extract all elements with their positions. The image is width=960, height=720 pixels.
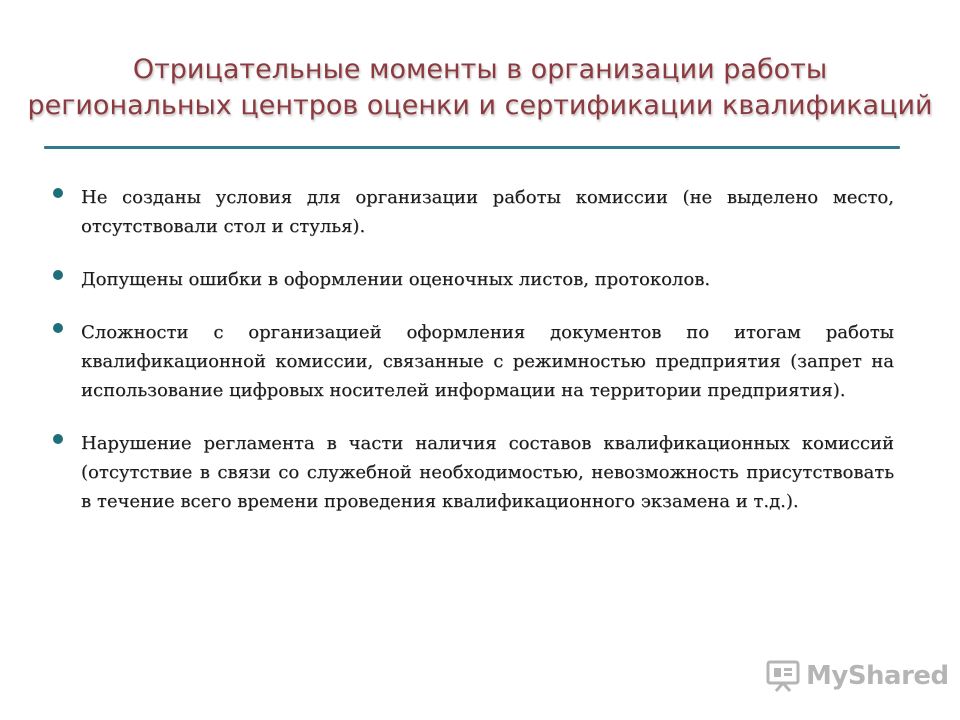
title-divider xyxy=(44,146,900,149)
watermark-text: MyShared xyxy=(806,661,949,691)
bullet-list xyxy=(48,183,894,540)
slide-title-line-1: Отрицательные моменты в организации работы xyxy=(132,54,828,85)
bullet-text-2: Допущены ошибки в оформлении оценочных листов, протоколов. xyxy=(81,269,711,290)
slide-title xyxy=(20,52,940,124)
bullet-item-3 xyxy=(48,318,894,405)
bullet-text-1: Не созданы условия для организации работы комиссии (не выделено место, отсутствовали стол и стулья). xyxy=(81,187,894,237)
myshared-watermark xyxy=(766,656,949,696)
bullet-text-4: Нарушение регламента в части наличия составов квалификационных комиссий (отсутствие в связи со служебной необходимостью, невозможность присутствовать в течение всего времени проведения квалификационного экзамена и т.д.). xyxy=(81,433,894,512)
bullet-item-4 xyxy=(48,429,894,516)
bullet-text-3: Сложности с организацией оформления документов по итогам работы квалификационной комиссии, связанные с режимностью предприятия (запрет на использование цифровых носителей информации на территории предприятия). xyxy=(81,322,894,401)
bullet-dot-icon xyxy=(53,188,63,198)
projector-screen-icon xyxy=(766,659,800,693)
bullet-dot-icon xyxy=(53,323,63,333)
bullet-dot-icon xyxy=(53,434,63,444)
slide-title-line-2: региональных центров оценки и сертификации квалификаций xyxy=(27,90,933,121)
bullet-item-2 xyxy=(48,265,894,294)
bullet-dot-icon xyxy=(53,270,63,280)
bullet-item-1 xyxy=(48,183,894,241)
